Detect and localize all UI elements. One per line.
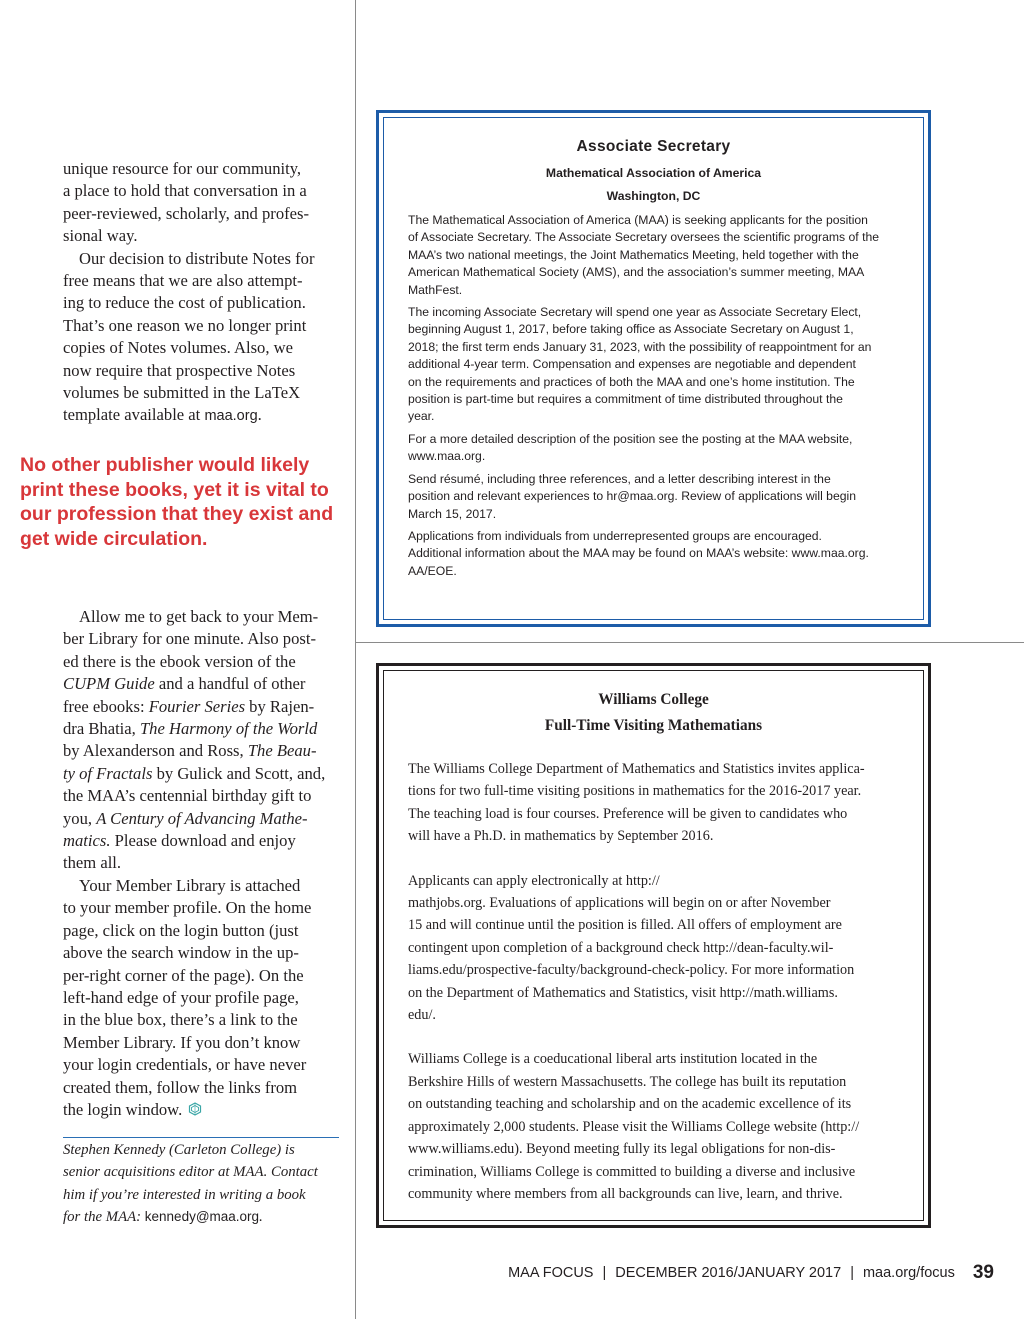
ad-line: crimination, Williams College is committed to building a diverse and inclusive — [408, 1163, 856, 1180]
column-divider-vertical — [355, 0, 356, 1319]
ad-associate-secretary — [376, 110, 931, 627]
ad-paragraph — [408, 528, 899, 580]
ad-line: on outstanding teaching and scholarship and on the academic excellence of its — [408, 1096, 852, 1113]
text-segment: and a handful of other — [154, 674, 306, 694]
maa-link[interactable]: maa.org — [204, 408, 258, 425]
ad-line: mathjobs.org. Evaluations of applications will begin on or after November — [408, 895, 831, 912]
ad-paragraph — [408, 758, 899, 848]
footer-separator: | — [602, 1265, 607, 1281]
text-segment: dra Bhatia, — [63, 719, 140, 739]
ad-line: position and relevant experiences to hr@maa.org. Review of applications will begin — [408, 489, 856, 504]
ad-line: tions for two full-time visiting positions in mathematics for the 2016-2017 year. — [408, 783, 862, 800]
book-title: CUPM Guide — [63, 674, 155, 694]
ad-paragraph — [408, 212, 899, 299]
ad-line: on the requirements and practices of both the MAA and one’s home institution. The — [408, 374, 855, 389]
ad-location: Washington, DC — [606, 189, 701, 203]
text-segment: the MAA’s centennial birthday gift to — [63, 786, 312, 806]
ad-line: community where members from all backgrounds can live, learn, and thrive. — [408, 1185, 843, 1202]
ad-line: position is part-time but requires a commitment of time distributed throughout the — [408, 392, 843, 407]
column-divider-horizontal — [355, 642, 1024, 643]
book-title: The Beau- — [247, 741, 317, 761]
footer-publication: MAA FOCUS — [508, 1265, 594, 1281]
page-number: 39 — [972, 1262, 994, 1283]
maa-logo-icon — [188, 1102, 202, 1116]
ad-line: will have a Ph.D. in mathematics by September 2016. — [408, 828, 714, 845]
ad-line: March 15, 2017. — [408, 506, 497, 521]
bio-rule — [63, 1137, 339, 1138]
ad-paragraph — [408, 304, 899, 426]
ad-body — [408, 758, 899, 1205]
ad-title: Associate Secretary — [576, 138, 731, 155]
ad-line: Additional information about the MAA may be found on MAA’s website: www.maa.org. — [408, 546, 869, 561]
ad-line: Williams College is a coeducational liberal arts institution located in the — [408, 1051, 818, 1068]
text-segment: Please download and enjoy — [110, 831, 296, 851]
text-segment: by Rajen- — [245, 696, 315, 716]
author-email-link[interactable]: kennedy@maa.org — [144, 1209, 260, 1225]
ad-williams-college-inner — [383, 670, 924, 1221]
ad-paragraph — [408, 870, 899, 1027]
ad-line: on the Department of Mathematics and Statistics, visit http://math.williams. — [408, 984, 838, 1001]
footer-issue: DECEMBER 2016/JANUARY 2017 — [615, 1265, 842, 1281]
ad-line: liams.edu/prospective-faculty/background-check-policy. For more information — [408, 962, 855, 979]
ad-line: Berkshire Hills of western Massachusetts. The college has built its reputation — [408, 1073, 847, 1090]
ad-line: The Williams College Department of Mathematics and Statistics invites applica- — [408, 761, 865, 777]
ad-line: www.williams.edu). Beyond meeting fully its legal obligations for non-dis- — [408, 1141, 836, 1158]
ad-associate-secretary-inner — [383, 117, 924, 620]
article-paragraph-continued: unique resource for our community, a place to hold that conversation in a peer-reviewed, scholarly, and profes- sional way. — [63, 159, 309, 246]
book-title: Fourier Series — [148, 696, 246, 716]
book-title: ty of Fractals — [63, 763, 153, 783]
ad-line: beginning August 1, 2017, before taking office as Associate Secretary on August 1, — [408, 322, 854, 337]
text-segment: you, — [63, 808, 97, 828]
ad-line: AA/EOE. — [408, 563, 457, 578]
article-paragraph-library — [63, 606, 343, 875]
ad-line: Send résumé, including three references, and a letter describing interest in the — [408, 471, 831, 486]
ad-line: MathFest. — [408, 282, 463, 297]
text-segment: by Gulick and Scott, and, — [152, 763, 326, 783]
ad-body — [408, 212, 899, 580]
text-segment: Allow me to get back to your Mem- — [79, 607, 319, 626]
page-footer — [508, 1262, 994, 1284]
book-title: A Century of Advancing Mathe- — [96, 808, 308, 828]
book-title: matics. — [63, 831, 111, 851]
ad-subtitle: Full-Time Visiting Mathematians — [544, 717, 763, 734]
text-segment: ed there is the ebook version of the — [63, 651, 296, 671]
ad-line: year. — [408, 409, 435, 424]
ad-paragraph — [408, 471, 899, 523]
ad-line: contingent upon completion of a background check http://dean-faculty.wil- — [408, 939, 834, 956]
ad-line: The Mathematical Association of America (MAA) is seeking applicants for the position — [408, 213, 868, 227]
article-column-bottom — [63, 606, 343, 1121]
ad-line: of Associate Secretary. The Associate Secretary oversees the scientific programs of the — [408, 230, 880, 245]
ad-line: 2018; the first term ends January 31, 2023, with the possibility of reappointment for an — [408, 339, 872, 354]
article-paragraph-login: Your Member Library is attached to your member profile. On the home page, click on the login button (just above the search window in the up- per-right corner of the page). On the left-hand edge of your profile page, in the blue box, there’s a link to the Member Library. If you don’t know your login credentials, or have never created them, follow the links from the login window. — [63, 875, 312, 1119]
text-segment: ber Library for one minute. Also post- — [63, 629, 316, 649]
book-title: The Harmony of the World — [139, 719, 318, 739]
ad-line: Applicants can apply electronically at http:// — [408, 872, 660, 889]
ad-line: 15 and will continue until the position is filled. All offers of employment are — [408, 917, 842, 934]
text-segment: free ebooks: — [63, 696, 149, 716]
text-segment: by Alexanderson and Ross, — [63, 741, 248, 761]
article-column-top — [63, 158, 343, 428]
ad-line: additional 4-year term. Compensation and expenses are negotiable and dependent — [408, 357, 856, 372]
footer-separator: | — [850, 1265, 854, 1281]
ad-title: Williams College — [598, 691, 709, 708]
ad-paragraph — [408, 1048, 899, 1205]
ad-line: The teaching load is four courses. Preference will be given to candidates who — [408, 805, 848, 822]
ad-paragraph — [408, 431, 899, 466]
footer-url[interactable]: maa.org/focus — [862, 1265, 955, 1281]
ad-williams-college — [376, 663, 931, 1228]
article-paragraph-notes: Our decision to distribute Notes for free means that we are also attempt- ing to reduce the cost of publication. That’s one reason we no longer print copies of Notes volumes. Also, we now require that prospective Notes volumes be submitted in the LaTeX template available at maa.org. — [63, 248, 315, 425]
pull-quote: No other publisher would likely print these books, yet it is vital to our profession that they exist and get wide circulation. — [20, 454, 334, 550]
ad-line: approximately 2,000 students. Please visit the Williams College website (http:// — [408, 1118, 860, 1135]
ad-line: MAA’s two national meetings, the Joint Mathematics Meeting, held together with the — [408, 247, 859, 262]
author-bio: Stephen Kennedy (Carleton College) is senior acquisitions editor at MAA. Contact him if you’re interested in writing a book for the MAA: kennedy@maa.org. — [63, 1142, 318, 1226]
text-segment: them all. — [63, 853, 122, 873]
ad-line: American Mathematical Society (AMS), and the association’s summer meeting, MAA — [408, 265, 865, 280]
ad-line: The incoming Associate Secretary will spend one year as Associate Secretary Elect, — [408, 305, 862, 320]
ad-line: edu/. — [408, 1007, 436, 1024]
ad-organization: Mathematical Association of America — [545, 166, 762, 180]
ad-line: Applications from individuals from underrepresented groups are encouraged. — [408, 528, 822, 543]
ad-line: For a more detailed description of the position see the posting at the MAA website, — [408, 431, 853, 446]
ad-line: www.maa.org. — [408, 449, 486, 464]
